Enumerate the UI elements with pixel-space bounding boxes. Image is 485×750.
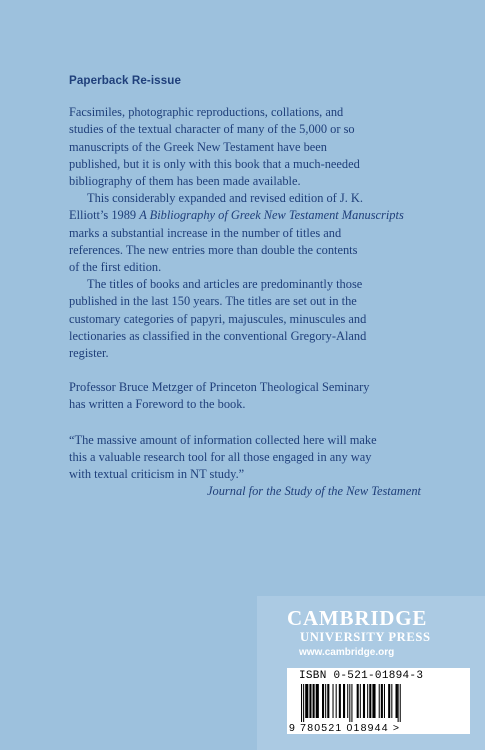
review-source: Journal for the Study of the New Testament — [207, 484, 421, 499]
barcode-bar — [347, 684, 348, 718]
publisher-subtitle: UNIVERSITY PRESS — [300, 630, 431, 644]
barcode-bar — [322, 684, 324, 718]
barcode-label — [287, 668, 470, 734]
book-title: A Bibliography of Greek New Testament Manuscripts — [139, 208, 404, 223]
edition-text: This considerably expanded and revised edition of J. K. Elliott’s 1989 — [69, 191, 363, 223]
reissue-heading: Paperback Re-issue — [69, 74, 181, 87]
barcode-bar — [351, 684, 352, 722]
barcode-bar — [333, 684, 334, 718]
barcode-bar — [381, 684, 383, 718]
description-paragraph-2 — [69, 190, 421, 276]
barcode-bar — [339, 684, 341, 718]
barcode-bar — [301, 684, 302, 722]
barcode-bar — [343, 684, 345, 718]
isbn-text: ISBN 0-521-01894-3 — [299, 670, 424, 682]
barcode-icon — [299, 684, 459, 722]
barcode-bar — [398, 684, 399, 722]
edition-text-continued: marks a substantial increase in the number of titles and references. The new entries more than double the contents of the first edition. — [69, 225, 358, 275]
barcode-bar — [327, 684, 329, 718]
barcode-bar — [349, 684, 350, 722]
publisher-panel — [257, 596, 485, 750]
barcode-bar — [316, 684, 319, 718]
barcode-bar — [305, 684, 308, 718]
barcode-bar — [309, 684, 311, 718]
barcode-bar — [400, 684, 401, 722]
barcode-bar — [384, 684, 385, 718]
barcode-bar — [391, 684, 392, 718]
barcode-bar — [336, 684, 337, 718]
foreword-note: Professor Bruce Metzger of Princeton Theological Seminary has written a Foreword to the book. — [69, 380, 370, 412]
barcode-bar — [369, 684, 371, 718]
barcode-bar — [367, 684, 368, 718]
description-paragraph-1: Facsimiles, photographic reproductions, collations, and studies of the textual character of many of the 5,000 or so manuscripts of the Greek New Testament have been published, but it is only with this book that a much-needed bibliography of them has been made available. — [69, 105, 360, 189]
publisher-url: www.cambridge.org — [299, 647, 395, 658]
barcode-bar — [325, 684, 326, 718]
barcode-bar — [372, 684, 375, 718]
barcode-bar — [379, 684, 380, 718]
review-quote: “The massive amount of information collected here will make this a valuable research tool for all those engaged in any way with textual criticism in NT study.” — [69, 432, 377, 482]
barcode-bar — [357, 684, 359, 718]
barcode-bar — [396, 684, 398, 718]
cover-text-block — [69, 72, 421, 500]
description-paragraph-3: The titles of books and articles are predominantly those published in the last 150 years. The titles are set out in the customary categories of papyri, majuscules, minuscules and lectionaries as classified in the conventional Gregory-Aland register. — [69, 277, 367, 361]
barcode-bar — [363, 684, 365, 718]
publisher-name: CAMBRIDGE — [287, 606, 428, 630]
barcode-bar — [388, 684, 390, 718]
barcode-bar — [303, 684, 304, 722]
barcode-bar — [360, 684, 361, 718]
barcode-bar — [313, 684, 315, 718]
barcode-digits: 9 780521 018944 > — [289, 722, 401, 734]
